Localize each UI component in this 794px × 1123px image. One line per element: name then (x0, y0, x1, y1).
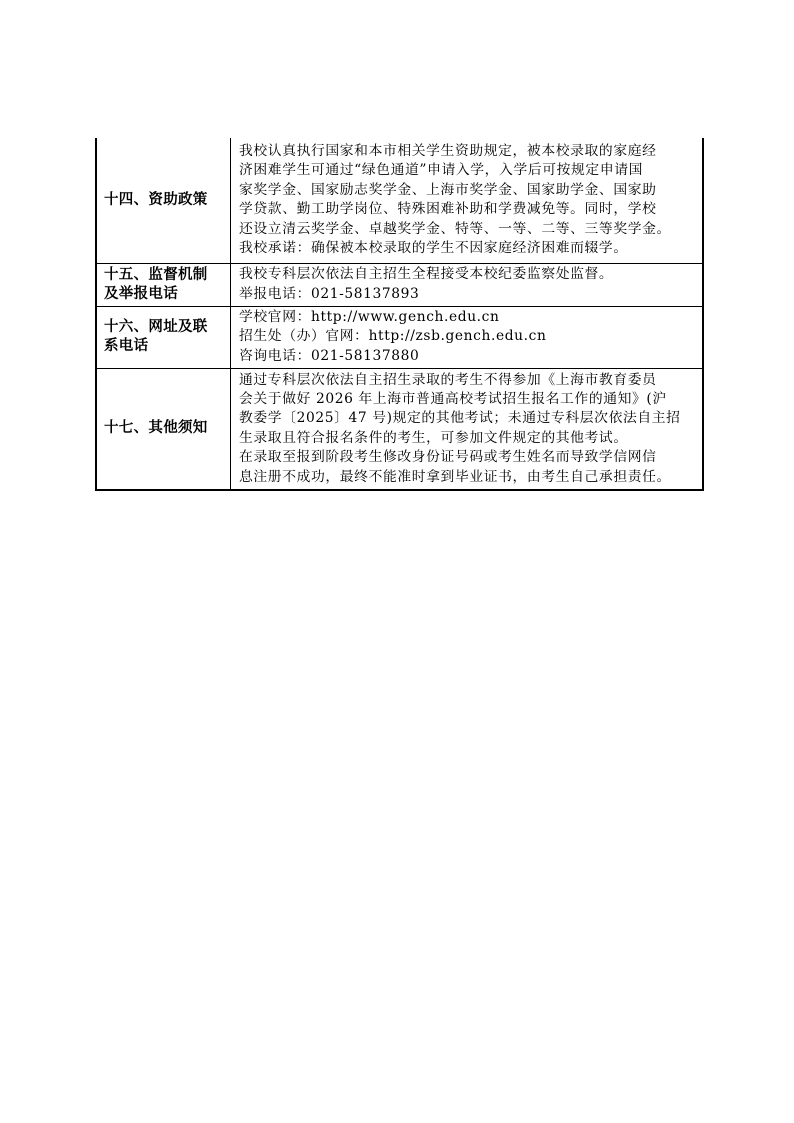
table-row (96, 263, 703, 306)
row-heading (96, 306, 231, 368)
row-heading (96, 368, 231, 490)
content-line: 我校专科层次依法自主招生全程接受本校纪委监察处监督。 (239, 266, 614, 283)
row-heading-line: 系电话 (104, 338, 149, 354)
content-line: 咨询电话：021-58137880 (239, 347, 420, 364)
table-row (96, 368, 703, 490)
content-line: 招生处（办）官网：http://zsb.gench.edu.cn (239, 328, 547, 345)
content-line: 济困难学生可通过“绿色通道”申请入学，入学后可按规定申请国 (239, 162, 644, 179)
content-line: 息注册不成功，最终不能准时拿到毕业证书，由考生自己承担责任。 (239, 468, 671, 485)
row-heading-line: 十四、资助政策 (104, 191, 208, 208)
content-line: 会关于做好 2026 年上海市普通高校考试招生报名工作的通知》(沪 (239, 390, 667, 407)
content-line: 我校承诺：确保被本校录取的学生不因家庭经济困难而辍学。 (239, 240, 628, 257)
content-line: 学校官网：http://www.gench.edu.cn (239, 308, 500, 325)
row-heading (96, 263, 231, 306)
row-heading-line: 十五、监督机制 (104, 266, 208, 283)
content-line: 家奖学金、国家励志奖学金、上海市奖学金、国家助学金、国家助 (239, 181, 657, 198)
table-row (96, 306, 703, 368)
row-heading (96, 138, 231, 263)
content-line: 举报电话：021-58137893 (239, 285, 420, 302)
policy-table (95, 138, 704, 491)
content-line: 学贷款、勤工助学岗位、特殊困难补助和学费减免等。同时，学校 (239, 201, 657, 218)
content-line: 生录取且符合报名条件的考生，可参加文件规定的其他考试。 (239, 429, 628, 446)
row-content (231, 138, 704, 263)
content-line: 还设立清云奖学金、卓越奖学金、特等、一等、二等、三等奖学金。 (239, 220, 671, 237)
row-content (231, 368, 704, 490)
row-heading-line: 十七、其他须知 (104, 420, 208, 437)
content-line: 教委学〔2025〕47 号)规定的其他考试；未通过专科层次依法自主招 (239, 410, 681, 427)
row-heading-line: 及举报电话 (104, 285, 178, 302)
row-content (231, 263, 704, 306)
row-content (231, 306, 704, 368)
table-row (96, 138, 703, 263)
content-line: 在录取至报到阶段考生修改身份证号码或考生姓名而导致学信网信 (239, 449, 657, 466)
row-heading-line: 十六、网址及联 (104, 319, 208, 335)
content-line: 我校认真执行国家和本市相关学生资助规定，被本校录取的家庭经 (239, 143, 657, 160)
content-line: 通过专科层次依法自主招生录取的考生不得参加《上海市教育委员 (239, 371, 657, 388)
